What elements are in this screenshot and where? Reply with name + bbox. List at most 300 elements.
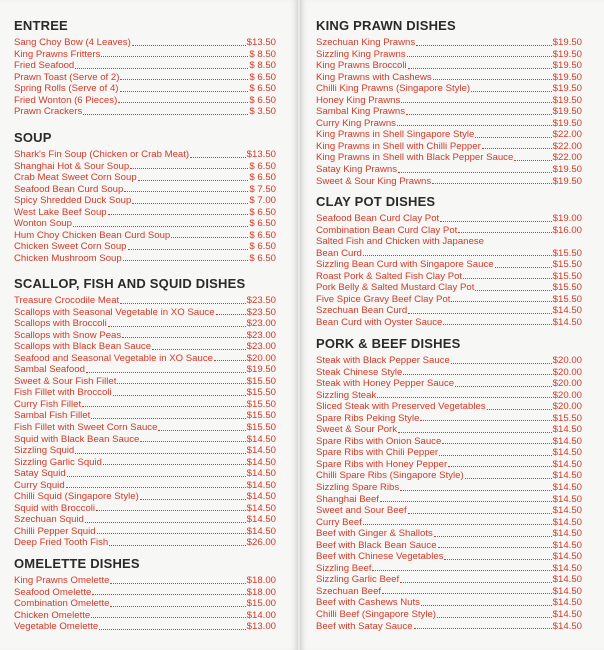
menu-item [316,401,582,413]
menu-item-name: Spare Ribs with Onion Sauce [316,435,442,447]
dot-leader [482,147,552,149]
menu-item-price: $19.50 [552,94,582,106]
menu-item-name: Sizzling Garlic Beef [316,574,400,586]
menu-item [14,172,276,184]
dot-leader [363,523,552,525]
menu-item [316,213,582,225]
menu-item-list [316,37,582,187]
menu-item-name: Chilli King Prawns (Singapore Style) [316,83,471,95]
menu-item-price: $15.50 [552,247,582,259]
menu-item [316,152,582,164]
menu-item-name: Combination Omelette [14,598,110,610]
menu-item-name: Sambal Seafood [14,364,85,376]
menu-item [14,72,276,84]
menu-item [316,95,582,107]
menu-item [316,378,582,390]
menu-item-price: $ 7.00 [249,195,276,207]
dot-leader [437,616,552,618]
menu-item-name: Beef with Black Bean Sauce [316,539,437,551]
menu-item-price: $15.00 [246,598,276,610]
menu-item-price: $14.50 [552,528,582,540]
dot-leader [458,231,551,233]
menu-item-price: $23.00 [246,341,276,353]
menu-item [14,575,276,587]
menu-item [316,305,582,317]
menu-item-price: $ 6.50 [249,218,276,230]
menu-item-price: $14.50 [246,468,276,480]
menu-item-price: $14.00 [246,609,276,621]
dot-leader [403,373,551,375]
menu-item-name: Combination Bean Curd Clay Pot [316,224,458,236]
menu-item-price: $19.50 [552,48,582,60]
menu-item [316,436,582,448]
menu-item-list [14,575,276,633]
menu-item [14,526,276,538]
dot-leader [475,289,551,291]
menu-item [14,537,276,549]
dot-leader [408,512,552,514]
menu-item [14,457,276,469]
dot-leader [398,171,552,173]
dot-leader [407,55,552,57]
dot-leader [91,417,245,419]
section-title: OMELETTE DISHES [14,556,140,571]
menu-item-name: King Prawns with Cashews [316,71,432,83]
menu-item [14,434,276,446]
dot-leader [117,382,245,384]
dot-leader [140,498,246,500]
menu-item-price: $15.50 [246,398,276,410]
dot-leader [113,394,246,396]
menu-item [316,551,582,563]
menu-item-name: Sizzling Squid [14,445,75,457]
dot-leader [67,475,246,477]
menu-item-price: $20.00 [552,401,582,413]
menu-item [316,597,582,609]
menu-item-price: $22.00 [552,140,582,152]
menu-item-price: $ 6.50 [249,94,276,106]
dot-leader [406,113,552,115]
page-fold [297,0,301,650]
menu-item [316,72,582,84]
menu-item [316,494,582,506]
menu-item-name: King Prawns Fritters [14,48,101,60]
menu-item-name: Szechuan Squid [14,514,84,526]
menu-item-price: $19.50 [552,37,582,48]
menu-item-price: $14.50 [552,470,582,482]
menu-item [14,387,276,399]
menu-item-name: Seafood Bean Curd Soup [14,183,124,195]
menu-item-price: $15.50 [246,375,276,387]
menu-item-name: Sambal King Prawns [316,106,406,118]
dot-leader [433,78,552,80]
dot-leader [108,213,249,215]
menu-item-name: Fried Wonton (6 Pieces) [14,94,118,106]
menu-item-name: Sizzling Beef [316,562,372,574]
menu-item-name: Chilli Pepper Squid [14,525,96,537]
dot-leader [108,325,246,327]
menu-item [14,503,276,515]
dot-leader [420,419,551,421]
dot-leader [86,371,246,373]
dot-leader [471,90,552,92]
menu-item-price: $14.50 [246,479,276,491]
menu-item [14,318,276,330]
menu-item-price: $ 6.50 [249,241,276,253]
menu-section-entree [14,18,276,118]
menu-item [316,294,582,306]
dot-leader [401,101,551,103]
menu-item [14,184,276,196]
menu-item-price: $14.50 [246,514,276,526]
menu-section-scallop-fish-and-squid-dishes [14,276,276,549]
menu-item-price: $14.50 [552,305,582,317]
menu-item-price: $15.50 [552,270,582,282]
menu-item [14,480,276,492]
dot-leader [132,202,248,204]
menu-item-price: $19.50 [552,164,582,176]
menu-item-list [14,37,276,118]
menu-item [14,399,276,411]
menu-item [14,253,276,265]
menu-item-price: $19.00 [552,213,582,224]
menu-item [316,355,582,367]
menu-item [14,161,276,173]
dot-leader [440,220,551,222]
menu-item-name: Sizzling Bean Curd with Singapore Sauce [316,259,494,271]
dot-leader [414,627,552,629]
menu-item-name: Chilli Beef (Singapore Style) [316,609,436,621]
menu-item-name: Chicken Omelette [14,609,91,621]
menu-item-price: $14.50 [552,620,582,632]
section-title: ENTREE [14,18,68,33]
menu-item-name: Beef with Chinese Vegetables [316,551,444,563]
menu-item [316,459,582,471]
menu-item-list [14,295,276,549]
menu-item [316,424,582,436]
menu-item-name: Sliced Steak with Preserved Vegetables [316,401,486,413]
dot-leader [432,182,551,184]
menu-item [14,445,276,457]
menu-item-name: Honey King Prawns [316,94,401,106]
menu-item-price: $16.00 [552,224,582,236]
menu-item-name: Chicken Mushroom Soup [14,252,122,264]
menu-item-name: Fried Seafood [14,60,75,72]
dot-leader [380,500,552,502]
menu-item-price: $23.00 [246,318,276,330]
menu-item-price: $15.50 [246,387,276,399]
menu-item-name: Spare Ribs with Chili Pepper [316,447,439,459]
menu-item [316,106,582,118]
menu-item-price: $15.50 [552,282,582,294]
menu-item-price: $13.00 [246,621,276,633]
menu-item [14,49,276,61]
menu-item [14,241,276,253]
dot-leader [66,486,246,488]
menu-item-name: Szechuan Bean Curd [316,305,408,317]
section-title: SOUP [14,130,52,145]
dot-leader [408,67,552,69]
menu-item-price: $14.50 [552,316,582,328]
dot-leader [372,569,551,571]
menu-item-name: Seafood Bean Curd Clay Pot [316,213,440,224]
menu-item-name: Curry King Prawns [316,117,396,129]
menu-item-name: Spring Rolls (Serve of 4) [14,83,119,95]
menu-item [14,341,276,353]
menu-item [316,317,582,329]
menu-item [14,330,276,342]
menu-item [14,230,276,242]
menu-item-name: King Prawns Omelette [14,575,110,586]
menu-item [316,248,582,260]
section-title: SCALLOP, FISH AND SQUID DISHES [14,276,246,291]
dot-leader [400,489,551,491]
menu-item [316,176,582,188]
menu-item [14,364,276,376]
menu-item-price: $13.50 [246,149,276,160]
menu-item-name: Sweet & Sour Fish Fillet [14,375,117,387]
menu-item [316,517,582,529]
menu-item-name: King Prawns in Shell with Black Pepper Sauce [316,152,514,164]
dot-leader [101,55,248,57]
menu-item-name: Seafood Omelette [14,586,92,598]
menu-item [316,413,582,425]
menu-item-price: $ 3.50 [249,106,276,118]
menu-item-name: Sizzling King Prawns [316,48,406,60]
menu-item-price: $14.50 [552,551,582,563]
menu-item-name: Wonton Soup [14,218,72,230]
menu-item-price: $14.50 [552,585,582,597]
section-title: PORK & BEEF DISHES [316,336,461,351]
menu-item [316,540,582,552]
menu-item-name: Deep Fried Tooth Fish [14,537,109,549]
menu-item [316,505,582,517]
menu-item-name: Chilli Spare Ribs (Singapore Style) [316,470,464,482]
menu-item-name: Curry Fish Fillet [14,398,82,410]
menu-item-name: Bean Curd with Oyster Sauce [316,316,443,328]
dot-leader [382,592,552,594]
menu-item-name: Scallops with Black Bean Sauce [14,341,152,353]
dot-leader [463,277,552,279]
menu-item [316,586,582,598]
menu-item-price: $14.50 [552,609,582,621]
dot-leader [439,454,552,456]
menu-section-pork-and-beef-dishes [316,336,582,632]
menu-item-price: $14.50 [246,456,276,468]
menu-item-name: Treasure Crocodile Meat [14,295,120,306]
menu-item-price: $14.50 [552,493,582,505]
menu-item [14,610,276,622]
menu-item [14,598,276,610]
menu-item [14,195,276,207]
menu-section-omelette-dishes [14,556,276,633]
menu-item-price: $20.00 [552,378,582,390]
menu-item [14,410,276,422]
dot-leader [152,348,246,350]
menu-item-price: $14.50 [246,525,276,537]
menu-item-name: Squid with Broccoli [14,502,96,514]
dot-leader [397,124,552,126]
dot-leader [444,558,551,560]
menu-item-name: Chicken Sweet Corn Soup [14,241,127,253]
menu-item [316,141,582,153]
menu-item-name: Satay King Prawns [316,164,398,176]
menu-item-price: $20.00 [552,389,582,401]
dot-leader [214,359,246,361]
menu-item-price: $14.50 [246,433,276,445]
menu-item-price: $14.50 [552,597,582,609]
menu-item-name: Fish Fillet with Broccoli [14,387,112,399]
menu-item [316,164,582,176]
menu-item [14,106,276,118]
menu-item-name: Spare Ribs with Honey Pepper [316,458,448,470]
menu-item-price: $14.50 [552,516,582,528]
menu-item-price: $14.50 [552,505,582,517]
section-title: KING PRAWN DISHES [316,18,456,33]
menu-item-name: King Prawns in Shell with Chilli Pepper [316,140,481,152]
menu-item-name: Salted Fish and Chicken with Japanese [316,236,484,248]
menu-item [316,574,582,586]
dot-leader [398,431,552,433]
menu-item-name: Sizzling Garlic Squid [14,456,102,468]
menu-item-price: $14.50 [552,539,582,551]
menu-item [316,60,582,72]
dot-leader [73,225,248,227]
menu-item-name: Shanghai Beef [316,493,379,505]
menu-item-price: $13.50 [246,37,276,48]
dot-leader [103,463,246,465]
menu-item-price: $14.50 [552,435,582,447]
dot-leader [448,465,551,467]
dot-leader [421,604,552,606]
menu-section-soup [14,130,276,264]
menu-item-price: $ 6.50 [249,71,276,83]
menu-item [14,218,276,230]
menu-item-price: $ 8.50 [249,48,276,60]
menu-item-price: $26.00 [246,537,276,549]
menu-item-name: Prawn Toast (Serve of 2) [14,71,120,83]
menu-item-name: Satay Squid [14,468,66,480]
dot-leader [97,532,246,534]
menu-item-name: Beef with Ginger & Shallots [316,528,433,540]
menu-item-price: $20.00 [246,352,276,364]
dot-leader [363,254,552,256]
menu-item-name: Pork Belly & Salted Mustard Clay Pot [316,282,475,294]
menu-item-list [316,213,582,328]
menu-item-price: $14.50 [552,574,582,586]
menu-item [316,609,582,621]
menu-item-price: $20.00 [552,366,582,378]
menu-item [14,621,276,633]
menu-item [14,83,276,95]
menu-item-price: $22.00 [552,129,582,141]
menu-item-name: Fish Fillet with Sweet Corn Sauce [14,422,158,434]
menu-item [14,60,276,72]
menu-item-name: Spicy Shredded Duck Soup [14,195,132,207]
menu-item [316,271,582,283]
menu-item [14,295,276,307]
menu-item [14,353,276,365]
menu-item-name: Scallops with Seasonal Vegetable in XO Sauce [14,306,215,318]
menu-item [316,528,582,540]
menu-item-price: $18.00 [246,575,276,586]
menu-item-price: $ 8.50 [249,60,276,72]
menu-item-name: Szechuan Beef [316,585,382,597]
menu-item-price: $19.50 [552,106,582,118]
menu-item-price: $23.00 [246,329,276,341]
menu-item-price: $19.50 [246,364,276,376]
dot-leader [190,156,246,158]
dot-leader [408,312,551,314]
menu-item [14,307,276,319]
menu-item [316,563,582,575]
menu-item [316,470,582,482]
menu-item [14,587,276,599]
menu-item-price: $ 6.50 [249,229,276,241]
menu-item [14,149,276,161]
menu-item-name: Sweet & Sour Pork [316,424,398,436]
menu-item-name: Szechuan King Prawns [316,37,416,48]
menu-item-price: $23.50 [246,306,276,318]
menu-item-price: $19.50 [552,83,582,95]
menu-item-price: $14.50 [246,491,276,503]
menu-item-price: $14.50 [246,502,276,514]
menu-item-price: $20.00 [552,355,582,366]
dot-leader [109,544,245,546]
menu-item-price: $15.50 [246,422,276,434]
dot-leader [130,167,248,169]
menu-item-name: Steak Chinese Style [316,366,403,378]
dot-leader [438,546,552,548]
menu-item-price: $22.00 [552,152,582,164]
menu-item-name: Sizzling Steak [316,389,377,401]
menu-item [14,491,276,503]
menu-item-name: Hum Choy Chicken Bean Curd Soup [14,229,171,241]
menu-item-name: Sang Choy Bow (4 Leaves) [14,37,131,48]
dot-leader [138,179,249,181]
menu-item-name: Curry Beef [316,516,362,528]
menu-item-price: $15.50 [552,412,582,424]
menu-item-price: $15.50 [552,259,582,271]
menu-item-name: Beef with Cashews Nuts [316,597,420,609]
menu-item-name: Beef with Satay Sauce [316,620,413,632]
menu-item-price: $18.00 [246,586,276,598]
menu-item-price: $ 7.50 [249,183,276,195]
menu-item-name: King Prawns Broccoli [316,60,407,72]
dot-leader [132,44,246,46]
dot-leader [416,44,551,46]
menu-item-name: Steak with Black Pepper Sauce [316,355,450,366]
menu-item [316,83,582,95]
dot-leader [158,429,245,431]
menu-item [316,390,582,402]
dot-leader [451,362,552,364]
dot-leader [514,159,551,161]
menu-item-price: $ 6.50 [249,83,276,95]
menu-item-name: Shark's Fin Soup (Chicken or Crab Meat) [14,149,190,160]
menu-section-clay-pot-dishes [316,194,582,328]
dot-leader [128,248,249,250]
menu-item [14,207,276,219]
menu-item-name: Scallops with Broccoli [14,318,107,330]
menu-item-name: Sambal Fish Fillet [14,410,91,422]
menu-item [316,447,582,459]
section-title: CLAY POT DISHES [316,194,436,209]
menu-item-price: $ 6.50 [249,160,276,172]
menu-item-name: Sizzling Spare Ribs [316,482,400,494]
menu-item [316,282,582,294]
dot-leader [487,408,552,410]
